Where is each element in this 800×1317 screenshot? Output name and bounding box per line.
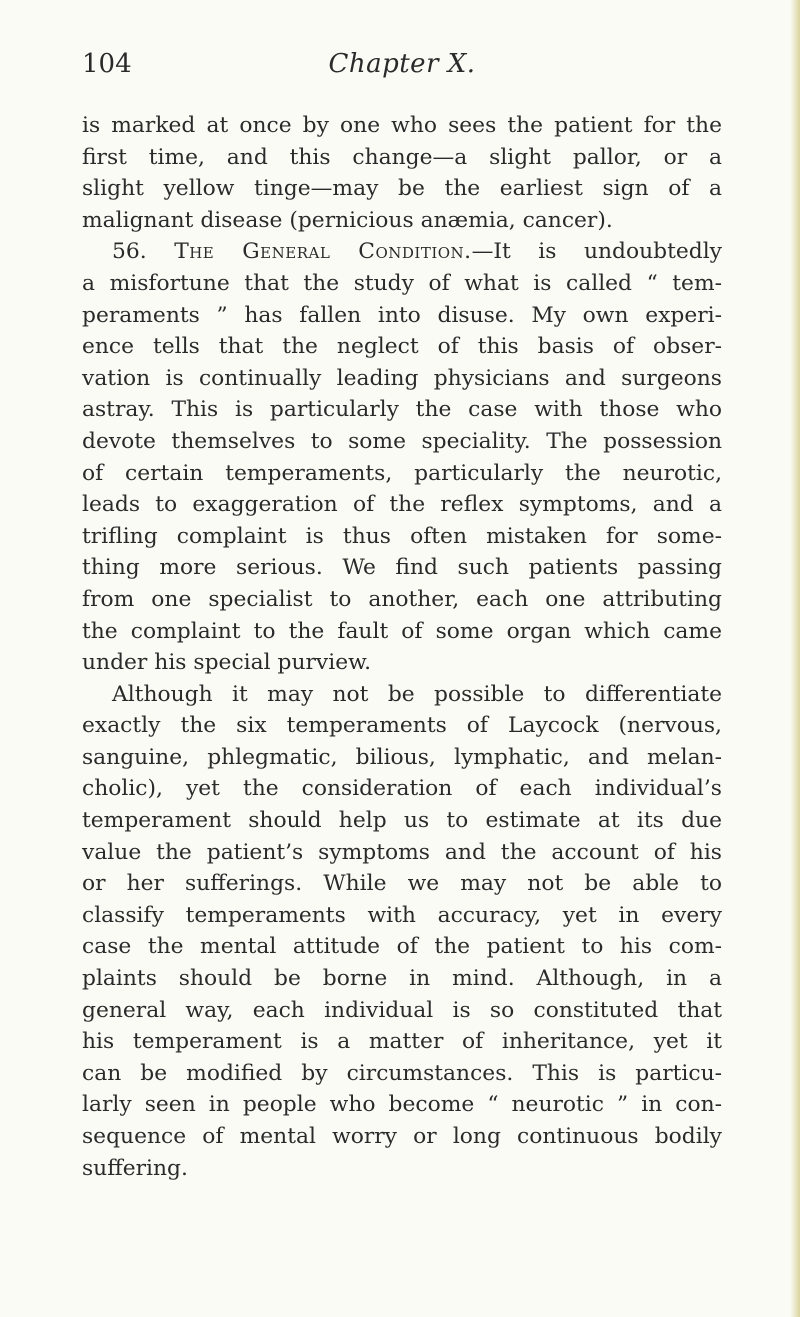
text-line: is marked at once by one who sees the patient for the bbox=[82, 113, 722, 138]
section-title: The General Condition. bbox=[174, 239, 472, 265]
text-line: peraments ” has fallen into disuse. My own experi- bbox=[82, 302, 722, 328]
running-head: Chapter X. bbox=[328, 49, 476, 79]
text-line: cholic), yet the consideration of each individual’s bbox=[82, 776, 722, 802]
text-line: Although it may not be possible to differentiate bbox=[112, 681, 722, 707]
text-line: sequence of mental worry or long continuous bodily bbox=[82, 1124, 722, 1149]
text-line: classify temperaments with accuracy, yet in every bbox=[82, 902, 722, 928]
text-line: can be modified by circumstances. This is particu- bbox=[82, 1060, 722, 1086]
text-line: or her sufferings. While we may not be able to bbox=[82, 871, 722, 897]
section-heading-line bbox=[82, 236, 722, 268]
text-line: first time, and this change—a slight pallor, or a bbox=[82, 144, 722, 170]
text-line: his temperament is a matter of inheritance, yet it bbox=[82, 1029, 722, 1055]
body-text bbox=[82, 110, 722, 1184]
text-line: thing more serious. We find such patients passing bbox=[82, 555, 722, 581]
text-line: the complaint to the fault of some organ which came bbox=[82, 618, 722, 644]
section-number: 56. bbox=[112, 239, 147, 265]
text-line: vation is continually leading physicians and surgeons bbox=[82, 365, 722, 391]
text-line: a misfortune that the study of what is called “ tem- bbox=[82, 270, 722, 296]
text-line: from one specialist to another, each one attributing bbox=[82, 586, 722, 612]
text-line: value the patient’s symptoms and the account of his bbox=[82, 839, 722, 865]
text-line: malignant disease (pernicious anæmia, cancer). bbox=[82, 207, 613, 233]
text-line: temperament should help us to estimate at its due bbox=[82, 808, 722, 834]
text-line: sanguine, phlegmatic, bilious, lymphatic, and melan- bbox=[82, 744, 722, 770]
text-line: ence tells that the neglect of this basis of obser- bbox=[82, 334, 722, 360]
text-line: general way, each individual is so constituted that bbox=[82, 997, 722, 1023]
page-edge-shadow bbox=[790, 0, 800, 1317]
page-number: 104 bbox=[82, 49, 132, 79]
text-line: under his special purview. bbox=[82, 650, 372, 676]
text-line: of certain temperaments, particularly the neurotic, bbox=[82, 460, 722, 486]
text-line: trifling complaint is thus often mistaken for some- bbox=[82, 523, 722, 549]
text-line: —It is undoubtedly bbox=[471, 239, 722, 265]
text-line: devote themselves to some speciality. The possession bbox=[82, 428, 722, 454]
text-line: leads to exaggeration of the reflex symptoms, and a bbox=[82, 492, 722, 518]
text-line: suffering. bbox=[82, 1155, 188, 1181]
text-line: larly seen in people who become “ neurotic ” in con- bbox=[82, 1092, 722, 1118]
text-line: astray. This is particularly the case with those who bbox=[82, 397, 722, 423]
text-line: plaints should be borne in mind. Although, in a bbox=[82, 966, 722, 992]
text-line: case the mental attitude of the patient to his com- bbox=[82, 934, 722, 960]
text-line: exactly the six temperaments of Laycock (nervous, bbox=[82, 713, 722, 739]
page-header bbox=[82, 48, 722, 88]
text-line: slight yellow tinge—may be the earliest sign of a bbox=[82, 176, 722, 202]
